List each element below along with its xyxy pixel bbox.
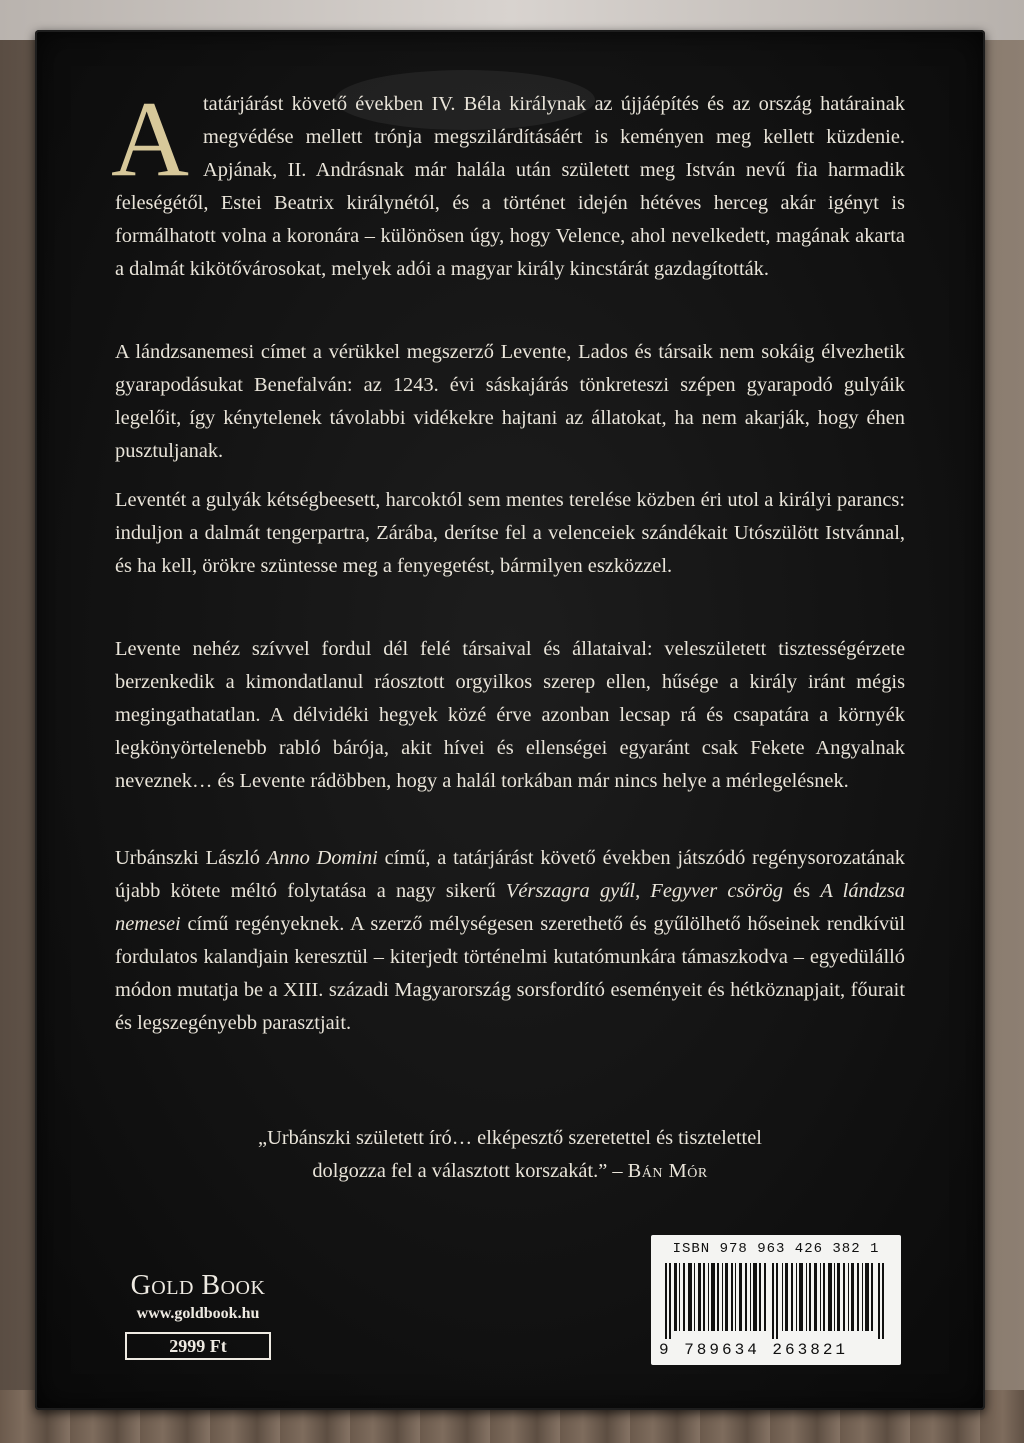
quote-line-2 [115,1155,905,1188]
book-title-1: Vérszagra gyűl [505,880,636,902]
book-title-2: Fegyver csörög [650,880,783,902]
barcode-icon [665,1263,887,1339]
p5-text-a: Urbánszki László [115,847,267,869]
barcode-digits: 9 789634 263821 [659,1341,849,1359]
drop-cap: A [111,80,189,199]
publisher-name: Gold Book [130,1270,266,1301]
p5-text-e: című regényeknek. A szerző mélységesen szerethető és gyűlölhető hőseinek rendkívül fordulatos kalandjain keresztül – kiterjedt történelmi kutatómunkára támaszkodva – egyedülálló módon mutatja be a XIII. századi Magyarország sorsfordító eseményeit és hétköznapjait, főurait és legszegényebb parasztjait. [115,913,905,1034]
blurb-paragraph-1-text: tatárjárást követő években IV. Béla királynak az újjáépítés és az ország határainak megvédése mellett trónja megszilárdításáért is keményen meg kellett küzdenie. Apjának, II. Andrásnak már halála után született meg István nevű fia harmadik feleségétől, Estei Beatrix királynétól, és a történet idején hétéves herceg akár igényt is formálhatott volna a koronára – különösen úgy, hogy Velence, ahol nevelkedett, magának akarta a dalmát kikötővárosokat, melyek adói a magyar király kincstárát gazdagították. [115,93,905,280]
quote-line-1: „Urbánszki született író… elképesztő szeretettel és tisztelettel [258,1127,762,1149]
blurb-paragraph-2: A lándzsanemesi címet a vérükkel megszerző Levente, Lados és társaik nem sokáig élvezhetik gyarapodásukat Benefalván: az 1243. évi sáskajárás tönkreteszi szépen gyarapodó gulyáik legelőit, így kénytelenek távolabbi vidékekre hajtani az állatokat, ha nem akarják, hogy éhen pusztuljanak. [115,341,905,462]
blurb-paragraph-4: Levente nehéz szívvel fordul dél felé társaival és állataival: veleszületett tisztességérzete berzenkedik a kimondatlanul ráosztott orgyilkos szerep ellen, hűsége a király iránt mégis megingathatatlan. A délvidéki hegyek közé érve azonban lecsap rá és csapatára a környék legkönyörtelenebb rabló bárója, akit hívei és ellenségei egyaránt csak Fekete Angyalnak neveznek… és Levente rádöbben, hogy a halál torkában már nincs helye a mérlegelésnek. [115,638,905,792]
blurb-paragraph-3: Leventét a gulyák kétségbeesett, harcoktól sem mentes terelése közben éri utol a királyi parancs: induljon a dalmát tengerpartra, Zárába, derítse fel a velenceiek szándékait Utószülött Istvánnal, és ha kell, örökre szüntesse meg a fenyegetést, bármilyen eszközzel. [115,489,905,577]
book-back-cover [35,30,985,1410]
book-title-3: A lándzsa nemesei [115,880,905,935]
publisher-url: www.goldbook.hu [136,1305,260,1322]
price-box: 2999 Ft [125,1332,271,1360]
series-title: Anno Domini [266,847,378,869]
p5-text-c: , [635,880,651,902]
quote-author: Bán Mór [627,1160,708,1182]
p5-text-d: és [782,880,821,902]
publisher-block [118,1270,278,1360]
quote-line-2-text: dolgozza fel a választott korszakát.” – [312,1160,628,1182]
barcode-sticker [651,1235,901,1365]
isbn-label: ISBN 978 963 426 382 1 [672,1241,880,1257]
p5-text-b: című, a tatárjárást követő években játszódó regénysorozatának újabb kötete méltó folytatása a nagy sikerű [115,847,906,902]
review-quote [115,1122,905,1188]
blurb-paragraph-1 [111,80,905,286]
blurb-paragraph-5 [115,842,905,1040]
